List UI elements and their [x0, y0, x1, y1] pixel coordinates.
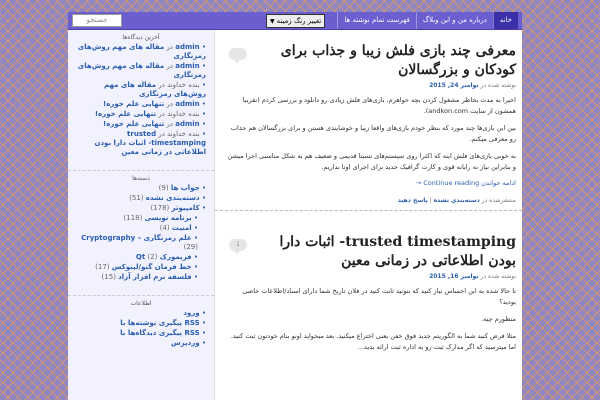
category-link[interactable]: امنیت: [171, 224, 192, 232]
comment-author: بنده خداوند: [167, 130, 200, 138]
category-link[interactable]: دسته‌بندی نشده: [145, 194, 200, 202]
post-date-link[interactable]: نوامبر 16, 2015: [429, 273, 479, 280]
comment-author-link[interactable]: admin: [175, 100, 200, 108]
comment-post-link[interactable]: تنهایی علم خوره!: [103, 120, 165, 128]
list-item: • بنده خداوند در trusted timestamping- اثبات دارا بودن اطلاعاتی در زمانی معین: [72, 130, 206, 157]
post-meta: نوشته شده در نوامبر 24, 2015: [429, 82, 516, 89]
category-link[interactable]: خط فرمان گنو/لینوکس: [111, 263, 192, 271]
reply-link[interactable]: پاسخ دهید: [397, 197, 428, 204]
comment-post-link[interactable]: trusted timestamping- اثبات دارا بودن اطلاعاتی در زمانی معین: [94, 130, 206, 156]
list-item: • علم رمزنگاری – Cryptography (29): [72, 234, 206, 252]
list-item: • بنده خداوند در مقاله های مهم روش‌های رمزنگاری: [72, 81, 206, 99]
meta-list: [68, 309, 214, 348]
comment-author-link[interactable]: admin: [175, 120, 200, 128]
comment-post-link[interactable]: تنهایی علم خوره!: [103, 100, 165, 108]
wordpress-link[interactable]: وردپرس: [171, 339, 200, 347]
list-item: • خط فرمان گنو/لینوکس (17): [72, 263, 206, 272]
list-item: • admin در مقاله های مهم روش‌های رمزنگاری: [72, 43, 206, 61]
list-item: • امنیت (4): [72, 224, 206, 233]
categories-list: [68, 184, 214, 282]
recent-comments-widget: [68, 34, 214, 162]
list-item: • برنامه نویسی (118): [72, 214, 206, 223]
post-body: [227, 95, 516, 173]
continue-reading-link[interactable]: ادامه خواندن Continue reading →: [415, 179, 516, 187]
page-container: [68, 30, 522, 400]
comment-bubble-icon[interactable]: 1: [229, 239, 247, 251]
category-link[interactable]: برنامه نویسی: [144, 214, 192, 222]
post-footer: منتشرشده در دسته‌بندی نشده | پاسخ دهید: [397, 197, 516, 204]
post-paragraph: تا حالا شده به این احساس نیاز کنید که بتونید ثابت کنید در فلان تاریخ شما دارای اسناد/اطلاعات خاصی بودید؟: [242, 287, 516, 306]
main-menu: [337, 12, 518, 29]
sidebar: [68, 30, 215, 400]
nav-home[interactable]: خانه: [493, 12, 518, 29]
post-category-link[interactable]: دسته‌بندی نشده: [433, 197, 480, 204]
theme-color-select[interactable]: [266, 14, 325, 28]
comment-post-link[interactable]: مقاله های مهم روش‌های رمزنگاری: [77, 62, 206, 79]
comment-bubble-icon[interactable]: [229, 48, 247, 60]
categories-title: دسته‌ها: [132, 175, 150, 182]
comment-author-link[interactable]: admin: [175, 62, 200, 70]
post-date-link[interactable]: نوامبر 24, 2015: [429, 82, 479, 89]
post-meta: نوشته شده در نوامبر 16, 2015: [429, 273, 516, 280]
chevron-down-icon: ▼: [270, 17, 275, 25]
list-item: • دسته‌بندی نشده (51): [72, 194, 206, 203]
nav-all-posts[interactable]: فهرست تمام نوشته ها: [337, 12, 415, 29]
list-item: [72, 319, 206, 328]
list-item: • admin در تنهایی علم خوره!: [72, 120, 206, 129]
post: [215, 210, 522, 353]
post-paragraph: مثلا فرض کنید شما به الگوریتم جدید فوق خفن یعنی اختراع میکنید. بعد میخواید اونو بنام خودتون ثبت کنید. اما میترسید که اگر مدارک ثبت رو به اداره ثبت ارائه بدید...: [230, 332, 516, 351]
comment-post-link[interactable]: مقاله های مهم روش‌های رمزنگاری: [77, 43, 206, 60]
main-content: [215, 30, 522, 400]
post-paragraph: بین این بازی‌ها چند مورد که بنظر خودم بازی‌های واقعا زیبا و خوشایندی هستن و برای بزرگسالان هم جذاب رو معرفی میکنم.: [230, 124, 516, 143]
meta-title: اطلاعات: [130, 300, 152, 307]
post-title[interactable]: trusted timestamping- اثبات دارا بودن اطلاعاتی در زمانی معین: [279, 234, 516, 269]
posts-rss-link[interactable]: RSS پیگیری نوشته‌ها با: [120, 319, 200, 327]
theme-select-value: تغییر رنگ زمینه: [276, 16, 322, 25]
post-paragraph: اخیرا به مدت بخاطر مشغول کردن بچه خواهرم، بازی‌های فلش زیادی رو دانلود و بررسی کردم (تقریبا همشون از سایت andkon.com).: [242, 96, 516, 115]
list-item: • کامپیوتر (178): [72, 204, 206, 213]
post-paragraph: به خوبی بازی‌های فلش اینه که اکثرا روی سیستم‌های نسبتا قدیمی و ضعیف هم به شکل مناسبی اجرا میشن و بنابراین نیاز به رایانه قوی و کارت گرافیک جدید برای اجرای اونا نداریم.: [227, 152, 516, 171]
list-item: • فریمورک Qt (2): [72, 253, 206, 262]
list-item: [72, 339, 206, 348]
comments-rss-link[interactable]: RSS پیگیری دیدگاه‌ها با: [120, 329, 200, 337]
recent-comments-title: آخرین دیدگاه‌ها: [122, 34, 160, 41]
comment-author: بنده خداوند: [167, 81, 200, 89]
list-item: • بنده خداوند در تنهایی علم خوره!: [72, 110, 206, 119]
categories-widget: [68, 170, 214, 287]
login-link[interactable]: ورود: [183, 309, 200, 317]
list-item: [72, 329, 206, 338]
post: [215, 30, 522, 204]
comment-author: بنده خداوند: [167, 110, 200, 118]
recent-comments-list: [68, 43, 214, 157]
category-link[interactable]: جواب ها: [170, 184, 200, 192]
search-input[interactable]: جستجو: [72, 14, 122, 27]
comment-post-link[interactable]: مقاله های مهم روش‌های رمزنگاری: [104, 81, 206, 98]
category-link[interactable]: فریمورک Qt: [135, 253, 192, 261]
comment-post-link[interactable]: تنهایی علم خوره!: [94, 110, 157, 118]
list-item: • admin در مقاله های مهم روش‌های رمزنگاری: [72, 62, 206, 80]
category-link[interactable]: کامپیوتر: [171, 204, 200, 212]
post-title[interactable]: معرفی چند بازی فلش زیبا و جذاب برای کودکان و بزرگسالان: [280, 43, 516, 78]
post-paragraph: منظورم چیه.: [481, 315, 516, 323]
list-item: • جواب ها (9): [72, 184, 206, 193]
category-link[interactable]: علم رمزنگاری – Cryptography: [81, 234, 192, 242]
comment-author-link[interactable]: admin: [175, 43, 200, 51]
list-item: • فلسفه نرم افزار آزاد (15): [72, 273, 206, 282]
top-navigation-bar: [68, 12, 522, 30]
list-item: • admin در تنهایی علم خوره!: [72, 100, 206, 109]
category-link[interactable]: فلسفه نرم افزار آزاد: [118, 273, 192, 281]
meta-widget: [68, 295, 214, 353]
nav-about[interactable]: درباره من و این وبلاگ: [416, 12, 493, 29]
list-item: [72, 309, 206, 318]
post-body: [227, 286, 516, 353]
